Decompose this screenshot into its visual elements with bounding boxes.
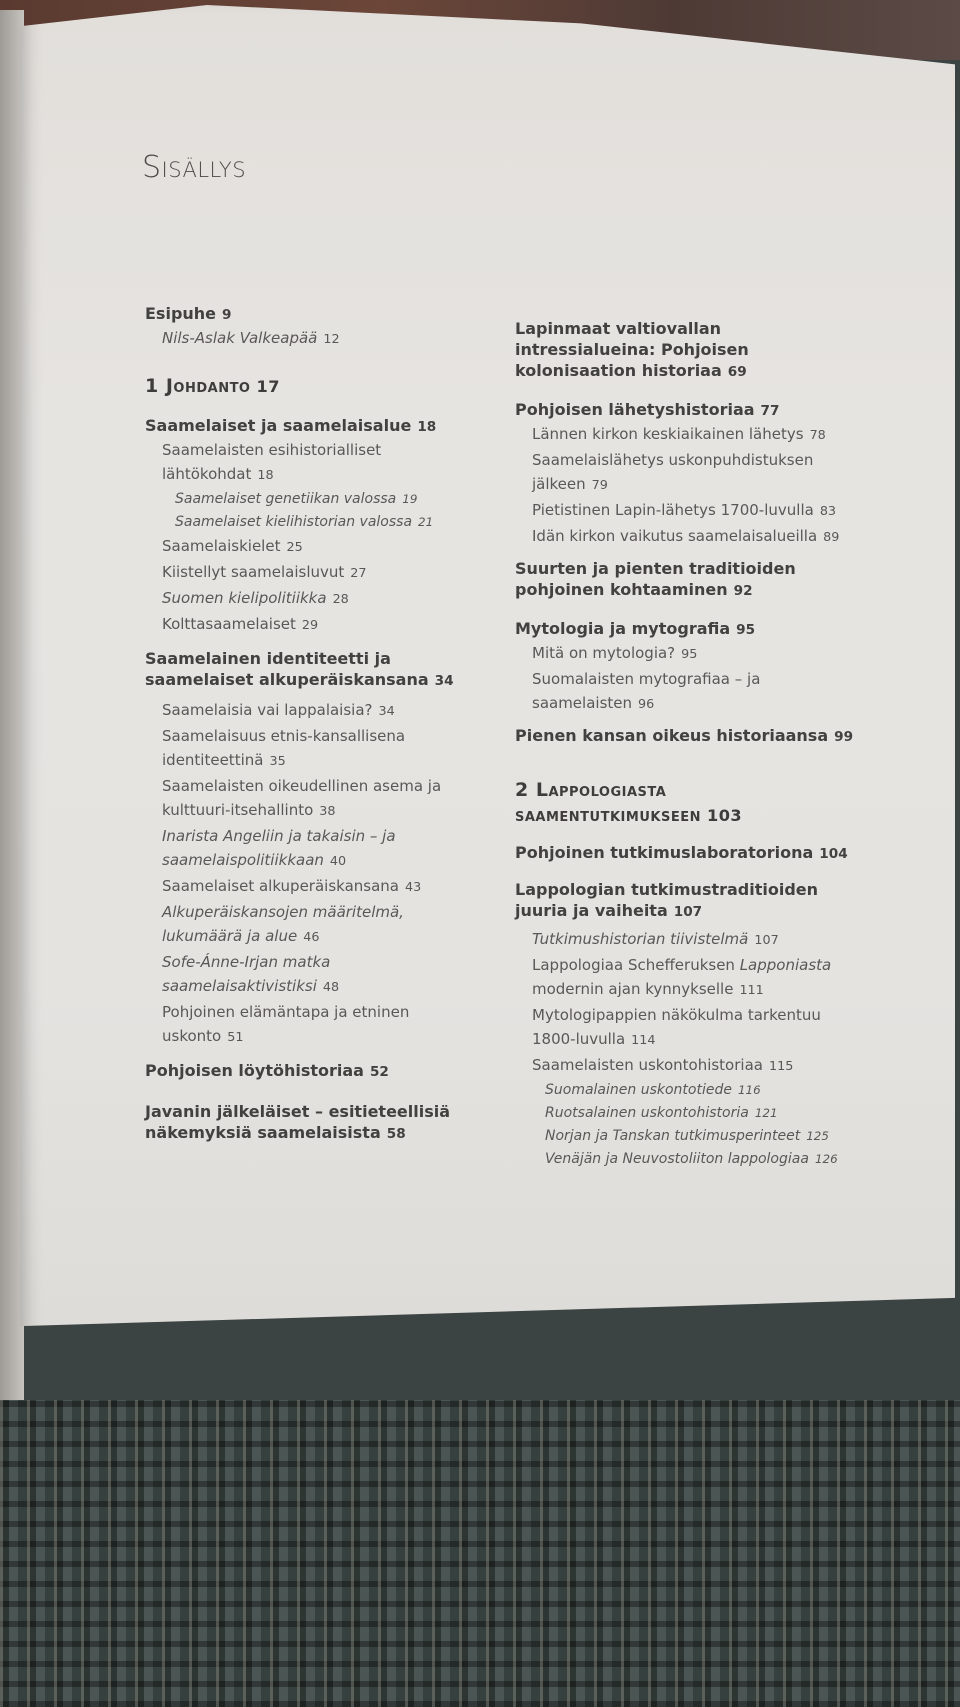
- toc-entry-sub: [532, 422, 855, 448]
- toc-page-number: 107: [754, 933, 779, 948]
- toc-entry-sub: [532, 498, 855, 524]
- toc-entry-title: Javanin jälkeläiset – esitieteellisiä näkemyksiä saamelaisista: [145, 1102, 451, 1142]
- toc-entry-sub: [162, 874, 475, 900]
- toc-page-number: 116: [737, 1083, 761, 1097]
- toc-page-number: 114: [631, 1033, 656, 1048]
- toc-entry-title: Lappologian tutkimustraditioiden juuria ja vaiheita: [515, 880, 819, 920]
- toc-left-column: [145, 303, 475, 1145]
- toc-page-number: 27: [350, 566, 367, 581]
- toc-entry-section: [515, 618, 855, 641]
- toc-entry-title: Tutkimushistorian tiivistelmä: [532, 930, 749, 948]
- toc-entry-section: [515, 558, 855, 602]
- toc-entry-sub: [162, 950, 475, 1000]
- toc-entry-sub: [162, 724, 475, 774]
- toc-page-number: 78: [809, 428, 826, 443]
- toc-entry-section: [515, 879, 855, 923]
- toc-entry-sub: [532, 667, 855, 717]
- toc-page-number: 89: [823, 530, 840, 545]
- toc-page-number: 35: [269, 754, 286, 769]
- toc-page-number: 48: [322, 980, 340, 995]
- toc-entry-title: Ruotsalainen uskontohistoria: [545, 1105, 749, 1121]
- toc-entry-title: Idän kirkon vaikutus saamelaisalueilla: [532, 527, 818, 545]
- toc-page-number: 43: [404, 880, 422, 895]
- toc-entry-title: Suomen kielipolitiikka: [162, 589, 327, 607]
- toc-page-number: 51: [227, 1030, 244, 1045]
- toc-page-number: 52: [369, 1064, 389, 1080]
- toc-entry-title: Mytologipappien näkökulma tarkentuu 1800-luvulla: [532, 1006, 821, 1048]
- toc-entry-subsub: [545, 1148, 855, 1171]
- toc-entry-title: Saamelaislähetys uskonpuhdistuksen jälkeen: [532, 451, 814, 493]
- toc-entry-title: Lappologiaa Schefferuksen Lapponiasta modernin ajan kynnykselle: [532, 956, 832, 998]
- toc-entry-subsub: [545, 1102, 855, 1125]
- toc-page-number: 103: [706, 806, 743, 825]
- toc-page-number: 34: [378, 704, 395, 719]
- toc-page-number: 18: [257, 468, 274, 483]
- toc-entry-title: Kolttasaamelaiset: [162, 615, 296, 633]
- toc-entry-title: Lännen kirkon keskiaikainen lähetys: [532, 425, 804, 443]
- toc-entry-title: Nils-Aslak Valkeapää: [162, 329, 318, 347]
- toc-page-number: 77: [760, 403, 780, 419]
- toc-right-column: [515, 318, 855, 1171]
- toc-entry-sub: [162, 774, 475, 824]
- toc-page-number: 38: [319, 804, 336, 819]
- toc-entry-section: [145, 303, 475, 326]
- toc-entry-chapter: [145, 374, 475, 399]
- toc-page-number: 46: [303, 930, 320, 945]
- toc-entry-sub: [162, 438, 475, 488]
- toc-page-number: 40: [329, 854, 347, 869]
- toc-entry-sub: [162, 612, 475, 638]
- toc-entry-title: Inarista Angeliin ja takaisin – ja saamelaispolitiikkaan: [162, 827, 396, 869]
- toc-entry-section: [515, 725, 855, 748]
- toc-page-number: 25: [286, 540, 303, 555]
- toc-entry-title: Saamelaiset kielihistorian valossa: [175, 514, 413, 530]
- toc-entry-title: Norjan ja Tanskan tutkimusperinteet: [545, 1128, 801, 1144]
- toc-entry-sub: [162, 824, 475, 874]
- toc-page-number: 69: [727, 364, 747, 380]
- toc-entry-sub: [532, 641, 855, 667]
- toc-page-number: 95: [736, 622, 756, 638]
- toc-entry-title: Pohjoinen tutkimuslaboratoriona: [515, 843, 814, 862]
- fabric-background: [0, 1400, 960, 1707]
- toc-entry-title: Sofe-Ánne-Irjan matka saamelaisaktivistiksi: [162, 953, 331, 995]
- toc-page-number: 19: [402, 492, 418, 506]
- toc-page-number: 58: [386, 1126, 406, 1142]
- toc-page-number: 99: [834, 729, 854, 745]
- toc-entry-title: Pietistinen Lapin-lähetys 1700-luvulla: [532, 501, 814, 519]
- toc-page-number: 21: [418, 515, 434, 529]
- toc-entry-subsub: [175, 511, 475, 534]
- toc-entry-title: Suomalainen uskontotiede: [545, 1082, 732, 1098]
- toc-entry-title: Saamelaisten uskontohistoriaa: [532, 1056, 763, 1074]
- toc-entry-title: Saamelaisia vai lappalaisia?: [162, 701, 373, 719]
- toc-entry-title: Saamelaisuus etnis-kansallisena identiteettinä: [162, 727, 406, 769]
- toc-entry-sub: [162, 326, 475, 352]
- toc-page-number: 95: [681, 647, 698, 662]
- toc-entry-title: Suurten ja pienten traditioiden pohjoinen kohtaaminen: [515, 559, 796, 599]
- toc-entry-sub: [162, 560, 475, 586]
- toc-entry-title: Saamelaiset alkuperäiskansana: [162, 877, 399, 895]
- toc-entry-title: 2 Lappologiasta saamentutkimukseen: [515, 779, 701, 826]
- toc-page-number: 28: [332, 592, 349, 607]
- toc-entry-title: Kiistellyt saamelaisluvut: [162, 563, 345, 581]
- toc-entry-section: [145, 1101, 475, 1145]
- toc-entry-section: [515, 842, 855, 865]
- toc-entry-title: Pohjoisen löytöhistoriaa: [145, 1061, 364, 1080]
- toc-entry-section: [515, 399, 855, 422]
- toc-entry-title: Lapinmaat valtiovallan intressialueina: Pohjoisen kolonisaation historiaa: [515, 319, 749, 380]
- toc-page-number: 83: [819, 504, 837, 519]
- toc-entry-sub: [162, 586, 475, 612]
- toc-entry-subsub: [175, 488, 475, 511]
- toc-entry-sub: [532, 1003, 855, 1053]
- toc-page-number: 12: [323, 332, 340, 347]
- toc-page-number: 115: [768, 1059, 794, 1074]
- toc-page-number: 92: [733, 583, 753, 599]
- toc-entry-sub: [532, 524, 855, 550]
- toc-entry-section: [145, 648, 475, 692]
- toc-entry-title: 1 Johdanto: [145, 375, 251, 397]
- toc-entry-title: Venäjän ja Neuvostoliiton lappologiaa: [545, 1151, 809, 1167]
- toc-entry-title: Pohjoisen lähetyshistoriaa: [515, 400, 755, 419]
- toc-entry-sub: [532, 1053, 855, 1079]
- toc-entry-sub: [162, 534, 475, 560]
- toc-entry-sub: [162, 1000, 475, 1050]
- toc-entry-section: [145, 1060, 475, 1083]
- toc-page-number: 17: [256, 377, 280, 396]
- toc-entry-title: Suomalaisten mytografiaa – ja saamelaisten: [532, 670, 761, 712]
- toc-entry-sub: [162, 900, 475, 950]
- toc-page-number: 9: [222, 307, 232, 323]
- toc-entry-sub: [532, 953, 855, 1003]
- toc-page-number: 34: [434, 673, 454, 689]
- toc-entry-title: Saamelaisten esihistorialliset lähtökohdat: [162, 441, 382, 483]
- toc-entry-title: Mitä on mytologia?: [532, 644, 676, 662]
- toc-entry-title: Saamelaisten oikeudellinen asema ja kulttuuri-itsehallinto: [162, 777, 442, 819]
- toc-entry-title: Alkuperäiskansojen määritelmä, lukumäärä ja alue: [162, 903, 404, 945]
- toc-page-number: 121: [754, 1106, 778, 1120]
- toc-page-number: 111: [739, 983, 764, 998]
- page-title: Sisällys: [142, 150, 247, 185]
- toc-entry-title: Pienen kansan oikeus historiaansa: [515, 726, 829, 745]
- toc-entry-title: Mytologia ja mytografia: [515, 619, 731, 638]
- toc-page-number: 126: [814, 1152, 838, 1166]
- toc-entry-sub: [162, 698, 475, 724]
- toc-entry-chapter: [515, 778, 855, 828]
- toc-page-number: 18: [417, 419, 437, 435]
- toc-entry-title: Saamelaiset ja saamelaisalue: [145, 416, 412, 435]
- toc-page-number: 79: [591, 478, 608, 493]
- toc-entry-title: Esipuhe: [145, 304, 217, 323]
- toc-entry-section: [515, 318, 855, 383]
- toc-page-number: 104: [819, 846, 848, 862]
- toc-entry-sub: [532, 448, 855, 498]
- toc-entry-subsub: [545, 1125, 855, 1148]
- toc-entry-sub: [532, 927, 855, 953]
- toc-page-number: 96: [638, 697, 655, 712]
- toc-page-number: 125: [806, 1129, 829, 1143]
- toc-entry-subsub: [545, 1079, 855, 1102]
- toc-entry-title: Saamelaiskielet: [162, 537, 281, 555]
- toc-page-number: 107: [673, 904, 703, 920]
- toc-entry-section: [145, 415, 475, 438]
- toc-entry-title: Saamelainen identiteetti ja saamelaiset alkuperäiskansana: [145, 649, 429, 689]
- toc-entry-title: Saamelaiset genetiikan valossa: [175, 491, 397, 507]
- toc-entry-title: Pohjoinen elämäntapa ja etninen uskonto: [162, 1003, 410, 1045]
- toc-page-number: 29: [301, 618, 319, 633]
